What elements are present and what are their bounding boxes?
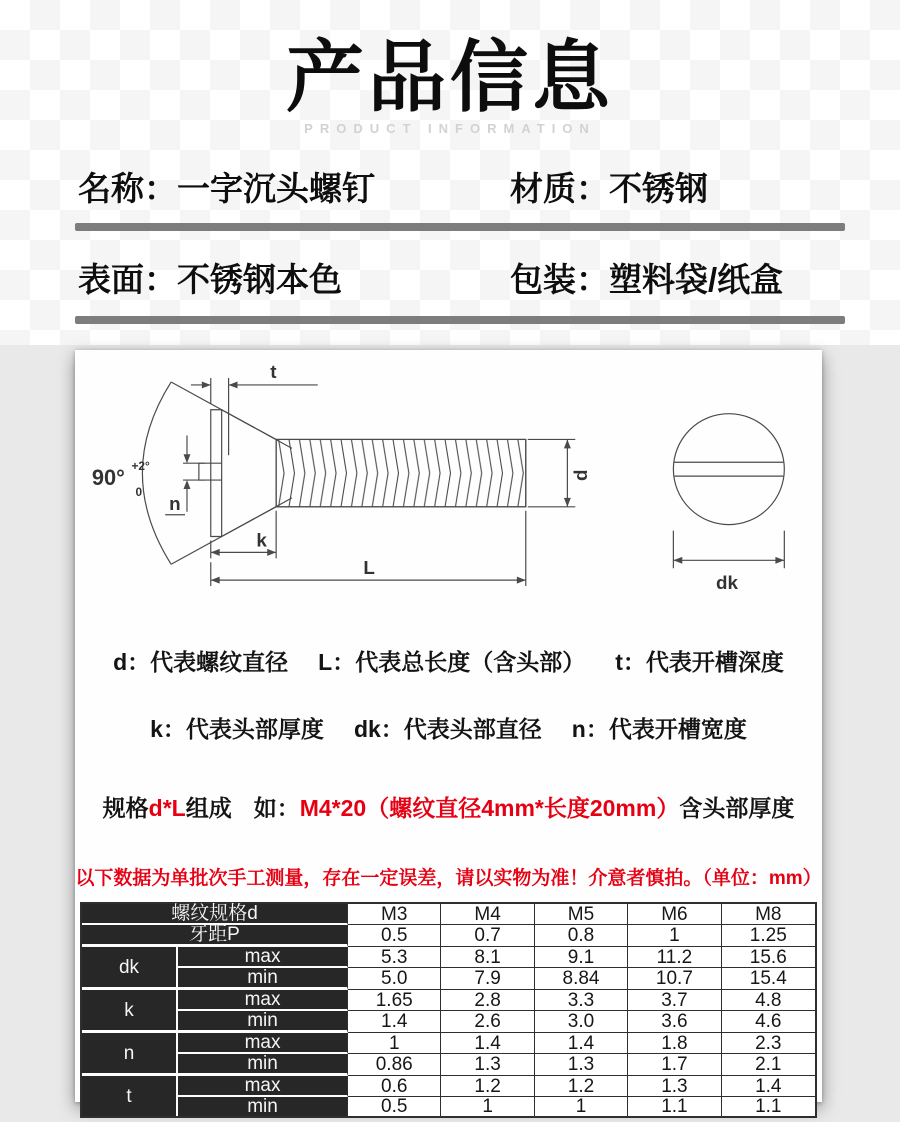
page-subtitle: PRODUCT INFORMATION <box>304 121 596 136</box>
bound-label-max: max <box>178 1076 348 1097</box>
value-cell: 2.6 <box>441 1011 534 1033</box>
angle-tolerance-upper: +2° <box>131 459 150 474</box>
pitch-value: 1 <box>628 925 721 947</box>
value-cell: 1.65 <box>348 990 441 1011</box>
legend-item-dk: dk：代表头部直径 <box>353 716 542 742</box>
value-cell: 1 <box>441 1097 534 1116</box>
surface-field: 表面：不锈钢本色 <box>78 261 342 298</box>
product-name-field: 名称：一字沉头螺钉 <box>78 170 375 207</box>
screw-head-cone <box>221 410 275 537</box>
table-row-k-min <box>82 1011 815 1033</box>
bound-label-max: max <box>178 1033 348 1054</box>
value-cell: 3.7 <box>628 990 721 1011</box>
pitch-value: 0.7 <box>441 925 534 947</box>
table-row-n-max <box>82 1033 815 1054</box>
dimension-table <box>80 902 817 1118</box>
spec-text: 含头部厚度 <box>679 795 795 821</box>
value-cell: 1.2 <box>535 1076 628 1097</box>
header-section <box>0 0 900 345</box>
value-cell: 1.7 <box>628 1054 721 1076</box>
value-cell: 4.8 <box>722 990 815 1011</box>
table-row-pitch <box>82 925 815 947</box>
value-cell: 11.2 <box>628 947 721 968</box>
table-row-n-min <box>82 1054 815 1076</box>
spec-example-red: M4*20（螺纹直径4mm*长度20mm） <box>299 795 680 821</box>
value-cell: 4.6 <box>722 1011 815 1033</box>
value-cell: 2.1 <box>722 1054 815 1076</box>
value-cell: 1.4 <box>722 1076 815 1097</box>
value-cell: 0.6 <box>348 1076 441 1097</box>
value-cell: 1.1 <box>722 1097 815 1116</box>
page-title: 产品信息 <box>285 33 614 121</box>
table-row-k-max <box>82 990 815 1011</box>
value-cell: 1.3 <box>535 1054 628 1076</box>
bound-label-min: min <box>178 1097 348 1116</box>
bound-label-min: min <box>178 1054 348 1076</box>
legend-item-t: t：代表开槽深度 <box>615 649 784 675</box>
info-row-surface-packaging <box>0 254 900 301</box>
value-cell: 1 <box>535 1097 628 1116</box>
measurement-disclaimer: 以下数据为单批次手工测量，存在一定误差，请以实物为准！介意者慎拍。（单位：mm） <box>75 868 822 889</box>
size-header: M8 <box>722 904 815 925</box>
table-row-dk-min <box>82 968 815 990</box>
dim-n-lines <box>183 435 205 511</box>
value-cell: 1.2 <box>441 1076 534 1097</box>
value-cell: 0.5 <box>348 1097 441 1116</box>
dim-label-d: d <box>569 469 591 482</box>
packaging-field: 包装：塑料袋/纸盒 <box>510 261 784 298</box>
value-cell: 3.6 <box>628 1011 721 1033</box>
value-cell: 0.86 <box>348 1054 441 1076</box>
bound-label-max: max <box>178 947 348 968</box>
spec-format-red: d*L <box>148 795 186 821</box>
value-cell: 1 <box>348 1033 441 1054</box>
table-row-header <box>82 904 815 925</box>
legend-item-n: n：代表开槽宽度 <box>571 716 747 742</box>
value-cell: 9.1 <box>535 947 628 968</box>
size-header: M5 <box>535 904 628 925</box>
spec-text: 如： <box>253 795 300 821</box>
info-row-name-material <box>0 163 900 210</box>
spec-section <box>0 345 900 1122</box>
value-cell: 1.4 <box>348 1011 441 1033</box>
value-cell: 1.4 <box>535 1033 628 1054</box>
value-cell: 1.4 <box>441 1033 534 1054</box>
value-cell: 1.3 <box>441 1054 534 1076</box>
value-cell: 5.0 <box>348 968 441 990</box>
value-cell: 15.6 <box>722 947 815 968</box>
value-cell: 1.1 <box>628 1097 721 1116</box>
value-cell: 3.0 <box>535 1011 628 1033</box>
dim-label-dk: dk <box>715 572 738 594</box>
dim-d-lines <box>527 439 575 506</box>
divider-bar <box>75 316 845 324</box>
value-cell: 15.4 <box>722 968 815 990</box>
dim-label-t: t <box>269 361 276 383</box>
legend-item-k: k：代表头部厚度 <box>150 716 324 742</box>
value-cell: 8.1 <box>441 947 534 968</box>
dim-label-k: k <box>255 529 267 551</box>
bound-label-max: max <box>178 990 348 1011</box>
legend-line-1 <box>75 644 822 677</box>
screw-threads <box>276 439 526 506</box>
dim-dk-lines <box>673 531 784 569</box>
param-label-t: t <box>82 1076 178 1116</box>
bound-label-min: min <box>178 1011 348 1033</box>
spec-panel <box>75 350 822 1117</box>
spec-format-line <box>75 790 822 823</box>
spec-text: 规格 <box>102 795 149 821</box>
screw-technical-drawing <box>80 358 818 614</box>
table-row-t-max <box>82 1076 815 1097</box>
pitch-value: 1.25 <box>722 925 815 947</box>
value-cell: 5.3 <box>348 947 441 968</box>
value-cell: 2.3 <box>722 1033 815 1054</box>
value-cell: 3.3 <box>535 990 628 1011</box>
spec-text: 组成 <box>185 795 232 821</box>
angle-tolerance-lower: 0 <box>134 484 142 499</box>
table-row-dk-max <box>82 947 815 968</box>
value-cell: 2.8 <box>441 990 534 1011</box>
value-cell: 1.8 <box>628 1033 721 1054</box>
screw-head-face <box>210 410 221 537</box>
table-row-t-min <box>82 1097 815 1116</box>
bound-label-min: min <box>178 968 348 990</box>
value-cell: 8.84 <box>535 968 628 990</box>
legend-item-L: L：代表总长度（含头部） <box>318 649 586 675</box>
legend-line-2 <box>75 711 822 744</box>
dim-label-L: L <box>362 557 375 579</box>
param-label-k: k <box>82 990 178 1033</box>
size-header: M6 <box>628 904 721 925</box>
table-header-label: 螺纹规格d <box>82 904 348 925</box>
material-field: 材质：不锈钢 <box>510 170 708 207</box>
pitch-value: 0.5 <box>348 925 441 947</box>
divider-bar <box>75 223 845 231</box>
screw-top-view <box>673 414 784 525</box>
size-header: M4 <box>441 904 534 925</box>
legend-item-d: d：代表螺纹直径 <box>113 649 289 675</box>
top-view-slot <box>674 462 783 476</box>
value-cell: 10.7 <box>628 968 721 990</box>
size-header: M3 <box>348 904 441 925</box>
param-label-dk: dk <box>82 947 178 990</box>
pitch-label: 牙距P <box>82 925 348 947</box>
pitch-value: 0.8 <box>535 925 628 947</box>
param-label-n: n <box>82 1033 178 1076</box>
dim-label-n: n <box>168 492 181 514</box>
value-cell: 1.3 <box>628 1076 721 1097</box>
angle-label: 90° <box>91 465 125 491</box>
value-cell: 7.9 <box>441 968 534 990</box>
